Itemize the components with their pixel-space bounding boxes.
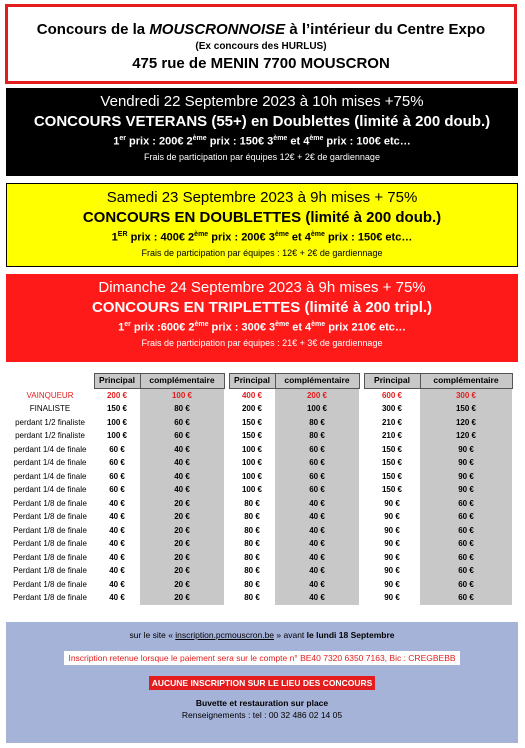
prize-cell: 60 €: [275, 483, 359, 497]
prize-cell: 80 €: [229, 551, 275, 565]
prize-cell: 40 €: [94, 578, 140, 592]
col-header: Principal: [229, 374, 275, 389]
table-row: [6, 578, 512, 592]
prize-cell: 20 €: [140, 510, 224, 524]
buvette-info: Buvette et restauration sur place: [195, 698, 329, 708]
prize-cell: 100 €: [229, 470, 275, 484]
friday-prizes: 1er prix : 200€ 2ème prix : 150€ 3ème et 4ème prix : 100€ etc…: [113, 135, 411, 148]
table-row: [6, 524, 512, 538]
prize-cell: 150 €: [229, 416, 275, 430]
col-header: Principal: [94, 374, 140, 389]
prize-cell: 90 €: [364, 578, 420, 592]
prize-cell: 20 €: [140, 524, 224, 538]
prize-cell: 80 €: [275, 429, 359, 443]
table-row: [6, 564, 512, 578]
prize-cell: 600 €: [364, 388, 420, 402]
row-label: perdant 1/4 de finale: [13, 444, 87, 454]
row-label: Perdant 1/8 de finale: [13, 525, 87, 535]
row-label: perdant 1/4 de finale: [13, 458, 87, 468]
prize-cell: 200 €: [229, 402, 275, 416]
row-label: Perdant 1/8 de finale: [13, 539, 87, 549]
prize-cell: 40 €: [275, 564, 359, 578]
prize-cell: 60 €: [420, 524, 512, 538]
saturday-section: [6, 183, 518, 267]
prize-cell: 80 €: [229, 537, 275, 551]
prize-cell: 120 €: [420, 416, 512, 430]
prize-cell: 40 €: [275, 510, 359, 524]
prize-cell: 150 €: [420, 402, 512, 416]
prize-cell: 120 €: [420, 429, 512, 443]
row-label: Perdant 1/8 de finale: [13, 512, 87, 522]
prize-table-header: [6, 374, 512, 389]
col-header: complémentaire: [275, 374, 359, 389]
row-label: Perdant 1/8 de finale: [13, 566, 87, 576]
prize-cell: 150 €: [229, 429, 275, 443]
prize-cell: 200 €: [275, 388, 359, 402]
prize-cell: 40 €: [275, 497, 359, 511]
prize-cell: 200 €: [94, 388, 140, 402]
table-row: [6, 456, 512, 470]
row-label: perdant 1/4 de finale: [13, 485, 87, 495]
prize-cell: 40 €: [275, 591, 359, 605]
table-row: [6, 388, 512, 402]
prize-cell: 400 €: [229, 388, 275, 402]
prize-cell: 90 €: [364, 510, 420, 524]
prize-cell: 60 €: [140, 416, 224, 430]
prize-cell: 60 €: [94, 470, 140, 484]
saturday-title: CONCOURS EN DOUBLETTES (limité à 200 doub.): [82, 209, 442, 226]
prize-cell: 60 €: [140, 429, 224, 443]
prize-cell: 60 €: [420, 537, 512, 551]
prize-cell: 90 €: [420, 483, 512, 497]
prize-cell: 80 €: [229, 591, 275, 605]
prize-cell: 20 €: [140, 578, 224, 592]
prize-cell: 90 €: [364, 524, 420, 538]
prize-cell: 100 €: [94, 429, 140, 443]
prize-cell: 80 €: [229, 524, 275, 538]
prize-cell: 40 €: [275, 551, 359, 565]
col-header: complémentaire: [140, 374, 224, 389]
prize-cell: 60 €: [94, 456, 140, 470]
prize-cell: 150 €: [364, 456, 420, 470]
friday-title: CONCOURS VETERANS (55+) en Doublettes (limité à 200 doub.): [33, 113, 491, 130]
prize-cell: 300 €: [364, 402, 420, 416]
prize-cell: 60 €: [275, 456, 359, 470]
prize-cell: 210 €: [364, 429, 420, 443]
prize-cell: 40 €: [140, 470, 224, 484]
prize-cell: 150 €: [364, 483, 420, 497]
table-row: [6, 483, 512, 497]
prize-cell: 20 €: [140, 564, 224, 578]
sunday-date: Dimanche 24 Septembre 2023 à 9h mises + 75%: [98, 279, 426, 296]
registration-info: sur le site « inscription.pcmouscron.be » avant le lundi 18 Septembre: [129, 630, 395, 640]
header-subtitle: (Ex concours des HURLUS): [195, 41, 327, 52]
prize-cell: 210 €: [364, 416, 420, 430]
row-label: Perdant 1/8 de finale: [13, 498, 87, 508]
prize-cell: 40 €: [275, 537, 359, 551]
col-header: complémentaire: [420, 374, 512, 389]
prize-cell: 40 €: [275, 524, 359, 538]
prize-cell: 60 €: [94, 483, 140, 497]
contact-info: Renseignements : tel : 00 32 486 02 14 05: [181, 710, 343, 720]
prize-cell: 40 €: [140, 443, 224, 457]
saturday-date: Samedi 23 Septembre 2023 à 9h mises + 75%: [106, 189, 418, 206]
prize-cell: 40 €: [140, 456, 224, 470]
prize-cell: 100 €: [275, 402, 359, 416]
table-row: [6, 443, 512, 457]
prize-cell: 100 €: [229, 443, 275, 457]
prize-table: [6, 373, 513, 605]
prize-cell: 60 €: [94, 443, 140, 457]
row-label: perdant 1/4 de finale: [13, 471, 87, 481]
prize-cell: 20 €: [140, 551, 224, 565]
header-box: [5, 4, 517, 84]
friday-section: [6, 88, 518, 176]
row-label: perdant 1/2 finaliste: [15, 417, 85, 427]
prize-cell: 90 €: [364, 537, 420, 551]
row-label: VAINQUEUR: [26, 390, 74, 400]
prize-cell: 100 €: [94, 416, 140, 430]
prize-cell: 90 €: [364, 564, 420, 578]
prize-cell: 80 €: [275, 416, 359, 430]
sunday-prizes: 1er prix :600€ 2ème prix : 300€ 3ème et 4ème prix 210€ etc…: [118, 321, 406, 334]
header-title: Concours de la MOUSCRONNOISE à l’intérieur du Centre Expo: [36, 21, 486, 38]
header-blank: [6, 374, 94, 389]
sunday-fees: Frais de participation par équipes : 21€ + 3€ de gardiennage: [141, 337, 383, 348]
prize-cell: 300 €: [420, 388, 512, 402]
prize-cell: 80 €: [229, 510, 275, 524]
prize-cell: 40 €: [94, 591, 140, 605]
prize-cell: 40 €: [140, 483, 224, 497]
prize-cell: 80 €: [229, 497, 275, 511]
row-label: Perdant 1/8 de finale: [13, 579, 87, 589]
col-header: Principal: [364, 374, 420, 389]
prize-cell: 80 €: [229, 578, 275, 592]
prize-cell: 90 €: [420, 470, 512, 484]
prize-cell: 90 €: [420, 443, 512, 457]
prize-cell: 60 €: [275, 470, 359, 484]
friday-fees: Frais de participation par équipes 12€ + 2€ de gardiennage: [144, 151, 380, 162]
prize-cell: 40 €: [94, 524, 140, 538]
prize-cell: 90 €: [364, 591, 420, 605]
prize-cell: 40 €: [94, 497, 140, 511]
payment-notice: Inscription retenue lorsque le paiement sera sur le compte n° BE40 7320 6350 7163, Bic : CREGBEBB: [64, 651, 459, 665]
prize-cell: 60 €: [420, 510, 512, 524]
table-row: [6, 470, 512, 484]
prize-cell: 80 €: [140, 402, 224, 416]
prize-cell: 20 €: [140, 537, 224, 551]
friday-date: Vendredi 22 Septembre 2023 à 10h mises +75%: [100, 93, 424, 110]
prize-cell: 90 €: [420, 456, 512, 470]
prize-cell: 100 €: [140, 388, 224, 402]
row-label: perdant 1/2 finaliste: [15, 431, 85, 441]
table-row: [6, 591, 512, 605]
table-row: [6, 416, 512, 430]
prize-cell: 90 €: [364, 497, 420, 511]
prize-cell: 40 €: [94, 537, 140, 551]
prize-cell: 20 €: [140, 497, 224, 511]
prize-cell: 90 €: [364, 551, 420, 565]
prize-cell: 60 €: [420, 551, 512, 565]
sunday-title: CONCOURS EN TRIPLETTES (limité à 200 tripl.): [91, 299, 433, 316]
prize-cell: 80 €: [229, 564, 275, 578]
prize-cell: 40 €: [275, 578, 359, 592]
prize-cell: 150 €: [364, 470, 420, 484]
prize-cell: 60 €: [420, 497, 512, 511]
prize-cell: 150 €: [94, 402, 140, 416]
prize-cell: 100 €: [229, 456, 275, 470]
row-label: FINALISTE: [29, 404, 71, 414]
prize-cell: 40 €: [94, 510, 140, 524]
table-row: [6, 510, 512, 524]
prize-cell: 150 €: [364, 443, 420, 457]
prize-cell: 60 €: [420, 578, 512, 592]
prize-cell: 40 €: [94, 551, 140, 565]
row-label: Perdant 1/8 de finale: [13, 552, 87, 562]
footer-box: [6, 622, 518, 743]
prize-cell: 60 €: [420, 591, 512, 605]
sunday-section: [6, 274, 518, 362]
prize-cell: 100 €: [229, 483, 275, 497]
prize-cell: 20 €: [140, 591, 224, 605]
registration-link[interactable]: inscription.pcmouscron.be: [175, 630, 275, 640]
prize-cell: 40 €: [94, 564, 140, 578]
saturday-fees: Frais de participation par équipes : 12€ + 2€ de gardiennage: [141, 247, 383, 258]
saturday-prizes: 1ER prix : 400€ 2ème prix : 200€ 3ème et 4ème prix : 150€ etc…: [111, 231, 413, 244]
row-label: Perdant 1/8 de finale: [13, 593, 87, 603]
table-row: [6, 497, 512, 511]
table-row: [6, 537, 512, 551]
prize-table-body: [6, 388, 512, 605]
header-address: 475 rue de MENIN 7700 MOUSCRON: [132, 55, 390, 72]
table-row: [6, 402, 512, 416]
table-row: [6, 429, 512, 443]
prize-cell: 60 €: [275, 443, 359, 457]
prize-cell: 60 €: [420, 564, 512, 578]
table-row: [6, 551, 512, 565]
no-onsite-warning: AUCUNE INSCRIPTION SUR LE LIEU DES CONCOURS: [149, 676, 376, 690]
